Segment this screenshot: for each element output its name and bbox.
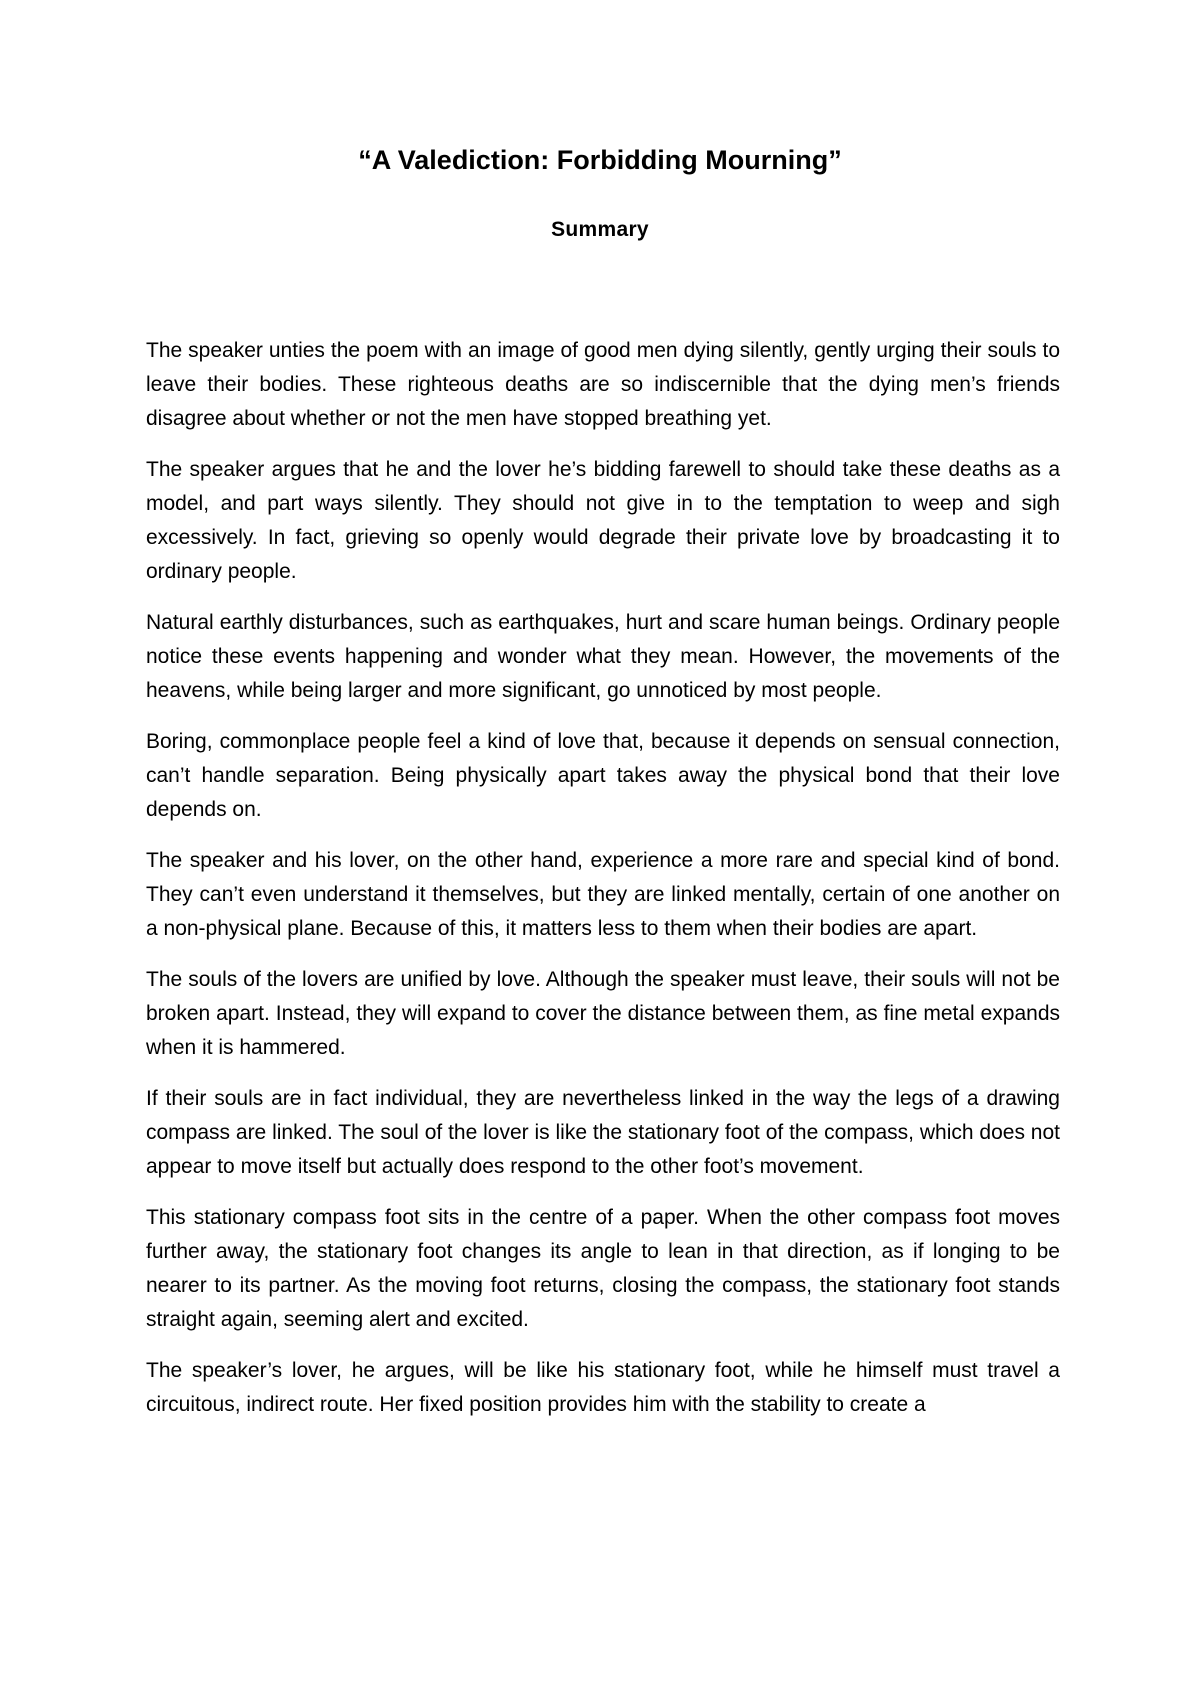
paragraph-8: This stationary compass foot sits in the centre of a paper. When the other compass foot moves further away, the stationary foot changes its angle to lean in that direction, as if longing to be nearer to its partner. As the moving foot returns, closing the compass, the stationary foot stands straight again, seeming alert and excited.: [146, 1206, 1060, 1331]
paragraph-1: The speaker unties the poem with an image of good men dying silently, gently urging their souls to leave their bodies. These righteous deaths are so indiscernible that the dying men’s friends disagree about whether or not the men have stopped breathing yet.: [146, 339, 1060, 430]
paragraph-4: Boring, commonplace people feel a kind of love that, because it depends on sensual connection, can’t handle separation. Being physically apart takes away the physical bond that their love depends on.: [146, 730, 1060, 821]
paragraph-3: Natural earthly disturbances, such as earthquakes, hurt and scare human beings. Ordinary people notice these events happening and wonder what they mean. However, the movements of the heavens, while being larger and more significant, go unnoticed by most people.: [146, 611, 1060, 702]
paragraph-5: The speaker and his lover, on the other hand, experience a more rare and special kind of bond. They can’t even understand it themselves, but they are linked mentally, certain of one another on a non-physical plane. Because of this, it matters less to them when their bodies are apart.: [146, 849, 1060, 940]
paragraph-7: If their souls are in fact individual, they are nevertheless linked in the way the legs of a drawing compass are linked. The soul of the lover is like the stationary foot of the compass, which does not appear to move itself but actually does respond to the other foot’s movement.: [146, 1087, 1060, 1178]
paragraph-6: The souls of the lovers are unified by love. Although the speaker must leave, their souls will not be broken apart. Instead, they will expand to cover the distance between them, as fine metal expands when it is hammered.: [146, 968, 1060, 1059]
paragraph-9: The speaker’s lover, he argues, will be like his stationary foot, while he himself must travel a circuitous, indirect route. Her fixed position provides him with the stability to create a: [146, 1359, 1060, 1416]
document-body: [146, 334, 1060, 1439]
document-title: “A Valediction: Forbidding Mourning”: [358, 145, 842, 175]
paragraph-2: The speaker argues that he and the lover he’s bidding farewell to should take these deaths as a model, and part ways silently. They should not give in to the temptation to weep and sigh excessively. In fact, grieving so openly would degrade their private love by broadcasting it to ordinary people.: [146, 458, 1060, 583]
document-subtitle: Summary: [551, 218, 649, 241]
